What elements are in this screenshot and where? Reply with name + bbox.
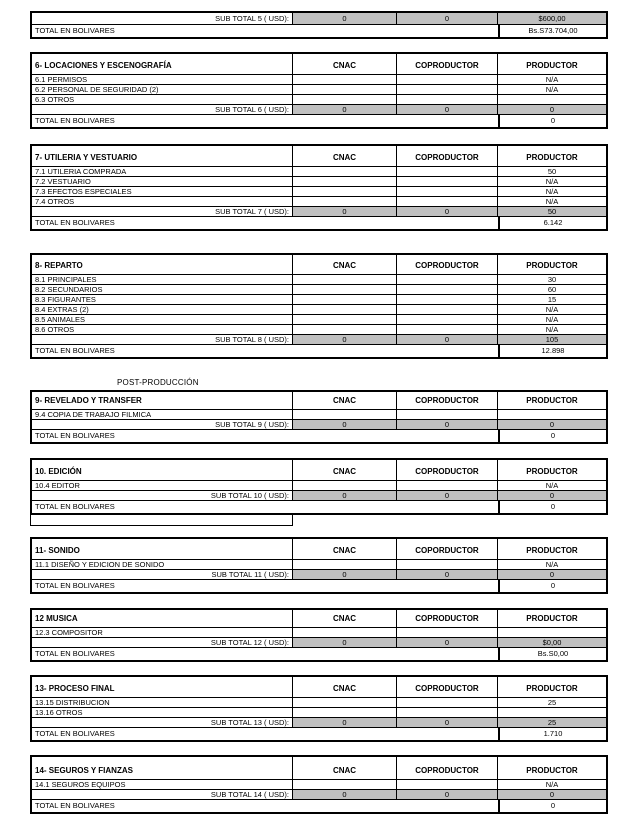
column-header-coproductor: COPRODUCTOR [397, 677, 498, 697]
line-productor-value: N/A [545, 197, 559, 206]
column-header-productor: PRODUCTOR [526, 684, 578, 693]
column-header-productor: PRODUCTOR [526, 546, 578, 555]
line-item-label: 8.5 ANIMALES [32, 315, 293, 324]
budget-line-row [32, 410, 606, 420]
line-item-label: 12.3 COMPOSITOR [32, 628, 293, 637]
subtotal-row [32, 718, 606, 728]
line-productor-value [498, 628, 606, 637]
total-bolivares-row [32, 25, 606, 37]
subtotal-row [32, 638, 606, 648]
subtotal-coproductor-value: 0 [397, 335, 498, 344]
total-label: TOTAL EN BOLIVARES [35, 581, 115, 591]
section-header-row [32, 460, 606, 481]
total-productor-value: 12.898 [498, 345, 606, 357]
subtotal-coproductor-value: 0 [397, 491, 498, 500]
total-label: TOTAL EN BOLIVARES [35, 502, 115, 512]
line-cnac-value [293, 628, 397, 637]
total-label: TOTAL EN BOLIVARES [35, 26, 115, 36]
line-cnac-value [293, 708, 397, 717]
line-productor-value [498, 95, 606, 104]
total-bolivares-row [32, 115, 606, 127]
budget-line-row [32, 560, 606, 570]
budget-line-row [32, 325, 606, 335]
total-productor-value: 0 [498, 430, 606, 442]
line-cnac-value [293, 315, 397, 324]
line-item-label: 11.1 DISEÑO Y EDICION DE SONIDO [32, 560, 293, 569]
section-header-row [32, 539, 606, 560]
line-coproductor-value [397, 75, 498, 84]
budget-line-row [32, 197, 606, 207]
subtotal-coproductor-value: 0 [397, 790, 498, 799]
subtotal-productor-value: 50 [498, 207, 606, 216]
line-cnac-value [293, 167, 397, 176]
subtotal-label: SUB TOTAL 5 ( USD): [32, 13, 293, 24]
subtotal-productor-value: 0 [498, 570, 606, 579]
section-header-row [32, 54, 606, 75]
line-cnac-value [293, 85, 397, 94]
subtotal-cnac-value: 0 [293, 638, 397, 647]
line-coproductor-value [397, 315, 498, 324]
subtotal-cnac-value: 0 [293, 13, 397, 24]
line-coproductor-value [397, 305, 498, 314]
subtotal-coproductor-value: 0 [397, 570, 498, 579]
column-header-cnac: CNAC [293, 610, 397, 627]
subtotal-productor-value: $0,00 [498, 638, 606, 647]
subtotal-cnac-value: 0 [293, 570, 397, 579]
subtotal-label: SUB TOTAL 6 ( USD): [32, 105, 293, 114]
line-coproductor-value [397, 698, 498, 707]
line-coproductor-value [397, 325, 498, 334]
budget-section-table [30, 390, 608, 444]
subtotal-row [32, 105, 606, 115]
budget-line-row [32, 285, 606, 295]
subtotal-coproductor-value: 0 [397, 638, 498, 647]
column-header-coproductor: COPRODUCTOR [397, 610, 498, 627]
budget-section-table [30, 675, 608, 742]
total-productor-value: 1.710 [498, 728, 606, 740]
line-cnac-value [293, 285, 397, 294]
budget-line-row [32, 95, 606, 105]
line-item-label: 8.1 PRINCIPALES [32, 275, 293, 284]
total-bolivares-row [32, 345, 606, 357]
line-coproductor-value [397, 187, 498, 196]
column-header-cnac: CNAC [293, 757, 397, 779]
line-coproductor-value [397, 780, 498, 789]
line-productor-value: N/A [545, 481, 559, 490]
section-title: 14- SEGUROS Y FIANZAS [32, 757, 293, 779]
subtotal-cnac-value: 0 [293, 207, 397, 216]
column-header-coproductor: COPORDUCTOR [397, 539, 498, 559]
line-coproductor-value [397, 197, 498, 206]
line-cnac-value [293, 560, 397, 569]
budget-line-row [32, 780, 606, 790]
line-coproductor-value [397, 95, 498, 104]
total-bolivares-row [32, 580, 606, 592]
column-header-cnac: CNAC [293, 146, 397, 166]
line-coproductor-value [397, 295, 498, 304]
line-productor-value [498, 410, 606, 419]
line-item-label: 7.1 UTILERIA COMPRADA [32, 167, 293, 176]
subtotal-label: SUB TOTAL 9 ( USD): [32, 420, 293, 429]
total-bolivares-row [32, 501, 606, 513]
subtotal-cnac-value: 0 [293, 718, 397, 727]
section-header-row [32, 392, 606, 410]
budget-line-row [32, 628, 606, 638]
total-productor-value: 0 [498, 501, 606, 513]
column-header-coproductor: COPRODUCTOR [397, 54, 498, 74]
column-header-productor: PRODUCTOR [526, 153, 578, 162]
subtotal-coproductor-value: 0 [397, 105, 498, 114]
subtotal-productor-value: 0 [498, 790, 606, 799]
subtotal-coproductor-value: 0 [397, 13, 498, 24]
subtotal-label: SUB TOTAL 8 ( USD): [32, 335, 293, 344]
budget-section-table [30, 144, 608, 231]
column-header-coproductor: COPRODUCTOR [397, 255, 498, 274]
column-header-coproductor: COPRODUCTOR [397, 146, 498, 166]
subtotal-5-table [30, 11, 608, 39]
section-header-row [32, 757, 606, 780]
column-header-cnac: CNAC [293, 392, 397, 409]
total-productor-value: 6.142 [498, 217, 606, 229]
subtotal-row [32, 13, 606, 25]
column-header-productor: PRODUCTOR [526, 61, 578, 70]
line-productor-value: N/A [545, 315, 559, 324]
subtotal-row [32, 491, 606, 501]
subtotal-label: SUB TOTAL 14 ( USD): [32, 790, 293, 799]
total-bolivares-row [32, 800, 606, 812]
budget-line-row [32, 275, 606, 285]
subtotal-productor-value: 25 [498, 718, 606, 727]
total-productor-value: 0 [498, 800, 606, 812]
line-coproductor-value [397, 177, 498, 186]
subtotal-cnac-value: 0 [293, 105, 397, 114]
subtotal-row [32, 335, 606, 345]
line-coproductor-value [397, 285, 498, 294]
total-label: TOTAL EN BOLIVARES [35, 801, 115, 811]
line-item-label: 7.4 OTROS [32, 197, 293, 206]
line-productor-value: 50 [547, 167, 557, 176]
section-title: 8- REPARTO [32, 255, 293, 274]
budget-section-table [30, 458, 608, 515]
line-coproductor-value [397, 85, 498, 94]
line-item-label: 14.1 SEGUROS EQUIPOS [32, 780, 293, 789]
line-cnac-value [293, 95, 397, 104]
column-header-coproductor: COPRODUCTOR [397, 757, 498, 779]
line-item-label: 10.4 EDITOR [32, 481, 293, 490]
line-coproductor-value [397, 275, 498, 284]
line-cnac-value [293, 197, 397, 206]
column-header-productor: PRODUCTOR [526, 396, 578, 405]
total-bolivares-row [32, 648, 606, 660]
section-title: 7- UTILERIA Y VESTUARIO [32, 146, 293, 166]
line-productor-value: N/A [545, 177, 559, 186]
budget-line-row [32, 85, 606, 95]
section-header-row [32, 677, 606, 698]
line-cnac-value [293, 75, 397, 84]
subtotal-row [32, 207, 606, 217]
line-productor-value [498, 708, 606, 717]
subtotal-row [32, 570, 606, 580]
subtotal-label: SUB TOTAL 12 ( USD): [32, 638, 293, 647]
line-productor-value: 25 [547, 698, 557, 707]
subtotal-productor-value: 105 [498, 335, 606, 344]
line-item-label: 6.3 OTROS [32, 95, 293, 104]
section-title: 12 MUSICA [32, 610, 293, 627]
subtotal-coproductor-value: 0 [397, 718, 498, 727]
column-header-productor: PRODUCTOR [526, 614, 578, 623]
column-header-cnac: CNAC [293, 677, 397, 697]
budget-line-row [32, 708, 606, 718]
line-item-label: 13.15 DISTRIBUCION [32, 698, 293, 707]
line-cnac-value [293, 698, 397, 707]
subtotal-productor-value: $600,00 [498, 13, 606, 24]
budget-line-row [32, 187, 606, 197]
subtotal-row [32, 790, 606, 800]
line-coproductor-value [397, 167, 498, 176]
budget-line-row [32, 177, 606, 187]
line-cnac-value [293, 410, 397, 419]
line-productor-value: N/A [545, 560, 559, 569]
section-title: 6- LOCACIONES Y ESCENOGRAFÍA [32, 54, 293, 74]
subtotal-label: SUB TOTAL 7 ( USD): [32, 207, 293, 216]
line-cnac-value [293, 780, 397, 789]
column-header-cnac: CNAC [293, 460, 397, 480]
total-bolivares-row [32, 217, 606, 229]
budget-line-row [32, 698, 606, 708]
line-item-label: 6.2 PERSONAL DE SEGURIDAD (2) [32, 85, 293, 94]
total-bolivares-row [32, 430, 606, 442]
total-label: TOTAL EN BOLIVARES [35, 431, 115, 441]
column-header-coproductor: COPRODUCTOR [397, 392, 498, 409]
line-item-label: 8.6 OTROS [32, 325, 293, 334]
section-title: 11- SONIDO [32, 539, 293, 559]
subtotal-coproductor-value: 0 [397, 420, 498, 429]
total-label: TOTAL EN BOLIVARES [35, 346, 115, 356]
line-cnac-value [293, 187, 397, 196]
total-productor-value: Bs.S0,00 [498, 648, 606, 660]
section-header-row [32, 146, 606, 167]
section-title: 10. EDICIÓN [32, 460, 293, 480]
total-bolivares-row [32, 728, 606, 740]
budget-section-table [30, 608, 608, 662]
post-production-heading: POST-PRODUCCIÓN [117, 378, 199, 387]
subtotal-cnac-value: 0 [293, 335, 397, 344]
budget-section-table [30, 537, 608, 594]
subtotal-cnac-value: 0 [293, 420, 397, 429]
line-productor-value: N/A [545, 325, 559, 334]
budget-section-table [30, 755, 608, 814]
line-productor-value: 15 [547, 295, 557, 304]
column-header-productor: PRODUCTOR [526, 261, 578, 270]
subtotal-productor-value: 0 [498, 420, 606, 429]
budget-section-table [30, 52, 608, 129]
column-header-cnac: CNAC [293, 539, 397, 559]
total-label: TOTAL EN BOLIVARES [35, 729, 115, 739]
line-item-label: 8.3 FIGURANTES [32, 295, 293, 304]
line-productor-value: N/A [545, 75, 559, 84]
line-item-label: 7.2 VESTUARIO [32, 177, 293, 186]
budget-line-row [32, 315, 606, 325]
budget-line-row [32, 305, 606, 315]
total-label: TOTAL EN BOLIVARES [35, 649, 115, 659]
line-productor-value: N/A [545, 780, 559, 789]
line-productor-value: N/A [545, 305, 559, 314]
line-item-label: 8.4 EXTRAS (2) [32, 305, 293, 314]
section-title: 9- REVELADO Y TRANSFER [32, 392, 293, 409]
line-productor-value: 30 [547, 275, 557, 284]
budget-section-table [30, 253, 608, 359]
subtotal-coproductor-value: 0 [397, 207, 498, 216]
subtotal-productor-value: 0 [498, 105, 606, 114]
line-productor-value: 60 [547, 285, 557, 294]
section-title: 13- PROCESO FINAL [32, 677, 293, 697]
subtotal-label: SUB TOTAL 13 ( USD): [32, 718, 293, 727]
line-item-label: 8.2 SECUNDARIOS [32, 285, 293, 294]
subtotal-label: SUB TOTAL 11 ( USD): [32, 570, 293, 579]
total-productor-value: 0 [498, 115, 606, 127]
line-cnac-value [293, 295, 397, 304]
total-label: TOTAL EN BOLIVARES [35, 116, 115, 126]
subtotal-label: SUB TOTAL 10 ( USD): [32, 491, 293, 500]
line-coproductor-value [397, 560, 498, 569]
column-header-coproductor: COPRODUCTOR [397, 460, 498, 480]
line-item-label: 7.3 EFECTOS ESPECIALES [32, 187, 293, 196]
line-cnac-value [293, 325, 397, 334]
column-header-cnac: CNAC [293, 255, 397, 274]
line-cnac-value [293, 305, 397, 314]
subtotal-cnac-value: 0 [293, 491, 397, 500]
section-header-row [32, 610, 606, 628]
line-cnac-value [293, 177, 397, 186]
total-productor-value: 0 [498, 580, 606, 592]
budget-line-row [32, 167, 606, 177]
subtotal-productor-value: 0 [498, 491, 606, 500]
line-coproductor-value [397, 410, 498, 419]
line-item-label: 9.4 COPIA DE TRABAJO FILMICA [32, 410, 293, 419]
total-productor-value: Bs.S73.704,00 [498, 25, 606, 37]
line-productor-value: N/A [545, 187, 559, 196]
line-productor-value: N/A [545, 85, 559, 94]
line-item-label: 13.16 OTROS [32, 708, 293, 717]
subtotal-row [32, 420, 606, 430]
budget-line-row [32, 295, 606, 305]
subtotal-cnac-value: 0 [293, 790, 397, 799]
line-cnac-value [293, 275, 397, 284]
column-header-productor: PRODUCTOR [526, 467, 578, 476]
line-coproductor-value [397, 708, 498, 717]
budget-line-row [32, 75, 606, 85]
line-coproductor-value [397, 628, 498, 637]
line-item-label: 6.1 PERMISOS [32, 75, 293, 84]
column-header-productor: PRODUCTOR [526, 766, 578, 775]
empty-cell-stub [30, 515, 293, 526]
section-header-row [32, 255, 606, 275]
column-header-cnac: CNAC [293, 54, 397, 74]
line-coproductor-value [397, 481, 498, 490]
total-label: TOTAL EN BOLIVARES [35, 218, 115, 228]
budget-line-row [32, 481, 606, 491]
line-cnac-value [293, 481, 397, 490]
